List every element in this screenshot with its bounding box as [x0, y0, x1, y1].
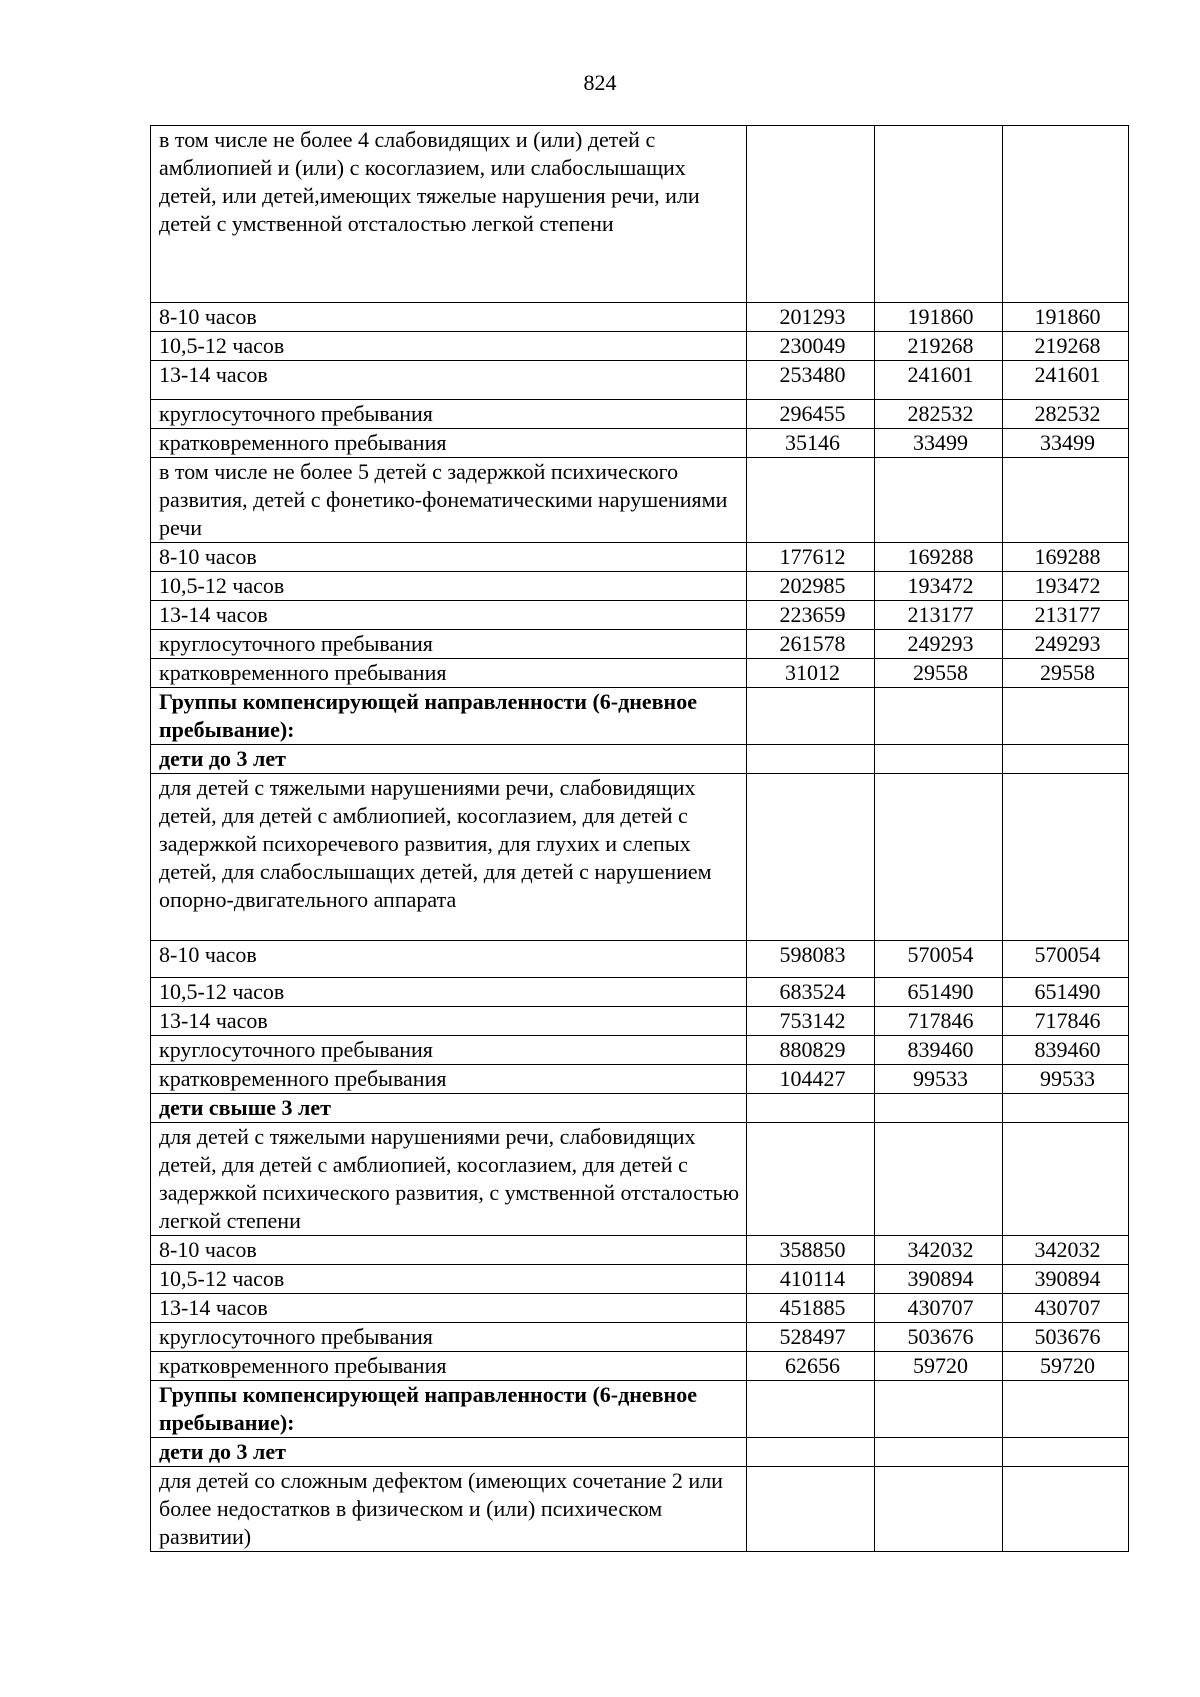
- value-cell-1: [747, 458, 875, 543]
- row-label: 8-10 часов: [151, 543, 747, 572]
- value-cell-3: 169288: [1003, 543, 1129, 572]
- row-label: кратковременного пребывания: [151, 1352, 747, 1381]
- value-cell-2: 169288: [875, 543, 1003, 572]
- value-cell-3: [1003, 458, 1129, 543]
- table-row: [151, 1123, 1129, 1236]
- value-cell-3: 430707: [1003, 1294, 1129, 1323]
- value-cell-2: 839460: [875, 1036, 1003, 1065]
- value-cell-3: 191860: [1003, 303, 1129, 332]
- value-cell-3: [1003, 1094, 1129, 1123]
- row-label: дети до 3 лет: [151, 1438, 747, 1467]
- table-row: [151, 1065, 1129, 1094]
- value-cell-3: 282532: [1003, 400, 1129, 429]
- value-cell-3: 570054: [1003, 941, 1129, 978]
- value-cell-2: 29558: [875, 659, 1003, 688]
- table-row: [151, 1381, 1129, 1438]
- value-cell-1: [747, 1467, 875, 1552]
- page-number: 824: [583, 70, 617, 95]
- value-cell-2: 390894: [875, 1265, 1003, 1294]
- value-cell-2: 219268: [875, 332, 1003, 361]
- table-row: [151, 774, 1129, 941]
- value-cell-2: [875, 1438, 1003, 1467]
- table-row: [151, 458, 1129, 543]
- table-row: [151, 1352, 1129, 1381]
- value-cell-2: 342032: [875, 1236, 1003, 1265]
- value-cell-2: [875, 745, 1003, 774]
- value-cell-2: 191860: [875, 303, 1003, 332]
- value-cell-3: 213177: [1003, 601, 1129, 630]
- table-row: [151, 126, 1129, 303]
- row-label: дети свыше 3 лет: [151, 1094, 747, 1123]
- row-label: дети до 3 лет: [151, 745, 747, 774]
- value-cell-1: [747, 1381, 875, 1438]
- value-cell-1: [747, 774, 875, 941]
- value-cell-2: 282532: [875, 400, 1003, 429]
- value-cell-1: 598083: [747, 941, 875, 978]
- row-label: для детей с тяжелыми нарушениями речи, слабовидящих детей, для детей с амблиопией, косоглазием, для детей с задержкой психического развития, с умственной отсталостью легкой степени: [151, 1123, 747, 1236]
- value-cell-1: [747, 1438, 875, 1467]
- row-label: в том числе не более 5 детей с задержкой психического развития, детей с фонетико-фонематическими нарушениями речи: [151, 458, 747, 543]
- table-row: [151, 1036, 1129, 1065]
- table-row: [151, 332, 1129, 361]
- table-row: [151, 1265, 1129, 1294]
- table-row: [151, 400, 1129, 429]
- table-row: [151, 1236, 1129, 1265]
- row-label: кратковременного пребывания: [151, 429, 747, 458]
- row-label: 10,5-12 часов: [151, 1265, 747, 1294]
- value-cell-2: 717846: [875, 1007, 1003, 1036]
- value-cell-1: [747, 1094, 875, 1123]
- value-cell-3: 717846: [1003, 1007, 1129, 1036]
- value-cell-2: 241601: [875, 361, 1003, 400]
- value-cell-3: [1003, 745, 1129, 774]
- value-cell-2: 249293: [875, 630, 1003, 659]
- row-label: для детей с тяжелыми нарушениями речи, слабовидящих детей, для детей с амблиопией, косоглазием, для детей с задержкой психоречевого развития, для глухих и слепых детей, для слабослышащих детей, для детей с нарушением опорно-двигательного аппарата: [151, 774, 747, 941]
- value-cell-3: [1003, 126, 1129, 303]
- value-cell-2: 99533: [875, 1065, 1003, 1094]
- table-row: [151, 543, 1129, 572]
- value-cell-2: [875, 688, 1003, 745]
- value-cell-3: [1003, 774, 1129, 941]
- value-cell-1: [747, 745, 875, 774]
- value-cell-3: 241601: [1003, 361, 1129, 400]
- value-cell-3: 193472: [1003, 572, 1129, 601]
- value-cell-3: 651490: [1003, 978, 1129, 1007]
- row-label: 10,5-12 часов: [151, 572, 747, 601]
- table-row: [151, 941, 1129, 978]
- value-cell-1: 223659: [747, 601, 875, 630]
- value-cell-3: 219268: [1003, 332, 1129, 361]
- value-cell-3: 29558: [1003, 659, 1129, 688]
- value-cell-2: 193472: [875, 572, 1003, 601]
- row-label: 8-10 часов: [151, 941, 747, 978]
- value-cell-1: 296455: [747, 400, 875, 429]
- value-cell-3: [1003, 1438, 1129, 1467]
- value-cell-2: 503676: [875, 1323, 1003, 1352]
- value-cell-2: [875, 126, 1003, 303]
- row-label: кратковременного пребывания: [151, 1065, 747, 1094]
- table-row: [151, 572, 1129, 601]
- value-cell-3: 99533: [1003, 1065, 1129, 1094]
- value-cell-1: 253480: [747, 361, 875, 400]
- value-cell-1: 202985: [747, 572, 875, 601]
- row-label: круглосуточного пребывания: [151, 400, 747, 429]
- value-cell-1: 104427: [747, 1065, 875, 1094]
- row-label: 13-14 часов: [151, 361, 747, 400]
- value-cell-1: 35146: [747, 429, 875, 458]
- value-cell-1: 753142: [747, 1007, 875, 1036]
- value-cell-1: 528497: [747, 1323, 875, 1352]
- value-cell-1: 451885: [747, 1294, 875, 1323]
- value-cell-1: 880829: [747, 1036, 875, 1065]
- value-cell-1: 683524: [747, 978, 875, 1007]
- table-row: [151, 1007, 1129, 1036]
- value-cell-3: 390894: [1003, 1265, 1129, 1294]
- table-row: [151, 745, 1129, 774]
- row-label: в том числе не более 4 слабовидящих и (или) детей с амблиопией и (или) с косоглазием, или слабослышащих детей, или детей,имеющих тяжелые нарушения речи, или детей с умственной отсталостью легкой степени: [151, 126, 747, 303]
- table-row: [151, 429, 1129, 458]
- value-cell-1: 62656: [747, 1352, 875, 1381]
- table-row: [151, 303, 1129, 332]
- value-cell-2: [875, 1123, 1003, 1236]
- value-cell-1: [747, 688, 875, 745]
- table-row: [151, 601, 1129, 630]
- row-label: круглосуточного пребывания: [151, 1036, 747, 1065]
- value-cell-2: 59720: [875, 1352, 1003, 1381]
- table-row: [151, 1094, 1129, 1123]
- table-row: [151, 1467, 1129, 1552]
- row-label: круглосуточного пребывания: [151, 1323, 747, 1352]
- value-cell-3: [1003, 1467, 1129, 1552]
- value-cell-3: [1003, 688, 1129, 745]
- value-cell-1: [747, 1123, 875, 1236]
- value-cell-2: 651490: [875, 978, 1003, 1007]
- value-cell-1: 177612: [747, 543, 875, 572]
- value-cell-2: 570054: [875, 941, 1003, 978]
- table-row: [151, 1438, 1129, 1467]
- value-cell-1: [747, 126, 875, 303]
- value-cell-2: [875, 774, 1003, 941]
- value-cell-3: 249293: [1003, 630, 1129, 659]
- row-label: 10,5-12 часов: [151, 978, 747, 1007]
- value-cell-3: 503676: [1003, 1323, 1129, 1352]
- value-cell-2: 213177: [875, 601, 1003, 630]
- value-cell-1: 261578: [747, 630, 875, 659]
- value-cell-3: 342032: [1003, 1236, 1129, 1265]
- value-cell-2: 430707: [875, 1294, 1003, 1323]
- value-cell-3: [1003, 1381, 1129, 1438]
- row-label: круглосуточного пребывания: [151, 630, 747, 659]
- row-label: кратковременного пребывания: [151, 659, 747, 688]
- value-cell-3: 59720: [1003, 1352, 1129, 1381]
- value-cell-2: 33499: [875, 429, 1003, 458]
- table-row: [151, 1323, 1129, 1352]
- value-cell-1: 358850: [747, 1236, 875, 1265]
- row-label: для детей со сложным дефектом (имеющих сочетание 2 или более недостатков в физическом и (или) психическом развитии): [151, 1467, 747, 1552]
- row-label: 8-10 часов: [151, 303, 747, 332]
- table-row: [151, 978, 1129, 1007]
- table-row: [151, 688, 1129, 745]
- table-row: [151, 630, 1129, 659]
- value-cell-1: 201293: [747, 303, 875, 332]
- table-row: [151, 361, 1129, 400]
- value-cell-2: [875, 458, 1003, 543]
- value-cell-2: [875, 1467, 1003, 1552]
- row-label: 8-10 часов: [151, 1236, 747, 1265]
- table-row: [151, 659, 1129, 688]
- row-label: 10,5-12 часов: [151, 332, 747, 361]
- table-row: [151, 1294, 1129, 1323]
- row-label: 13-14 часов: [151, 1294, 747, 1323]
- table-body: [151, 126, 1129, 1552]
- value-cell-3: 839460: [1003, 1036, 1129, 1065]
- value-cell-3: 33499: [1003, 429, 1129, 458]
- tariff-table: [150, 125, 1129, 1552]
- value-cell-1: 410114: [747, 1265, 875, 1294]
- value-cell-2: [875, 1094, 1003, 1123]
- value-cell-3: [1003, 1123, 1129, 1236]
- row-label: 13-14 часов: [151, 1007, 747, 1036]
- row-label: Группы компенсирующей направленности (6-дневное пребывание):: [151, 1381, 747, 1438]
- value-cell-1: 31012: [747, 659, 875, 688]
- value-cell-1: 230049: [747, 332, 875, 361]
- row-label: 13-14 часов: [151, 601, 747, 630]
- row-label: Группы компенсирующей направленности (6-дневное пребывание):: [151, 688, 747, 745]
- value-cell-2: [875, 1381, 1003, 1438]
